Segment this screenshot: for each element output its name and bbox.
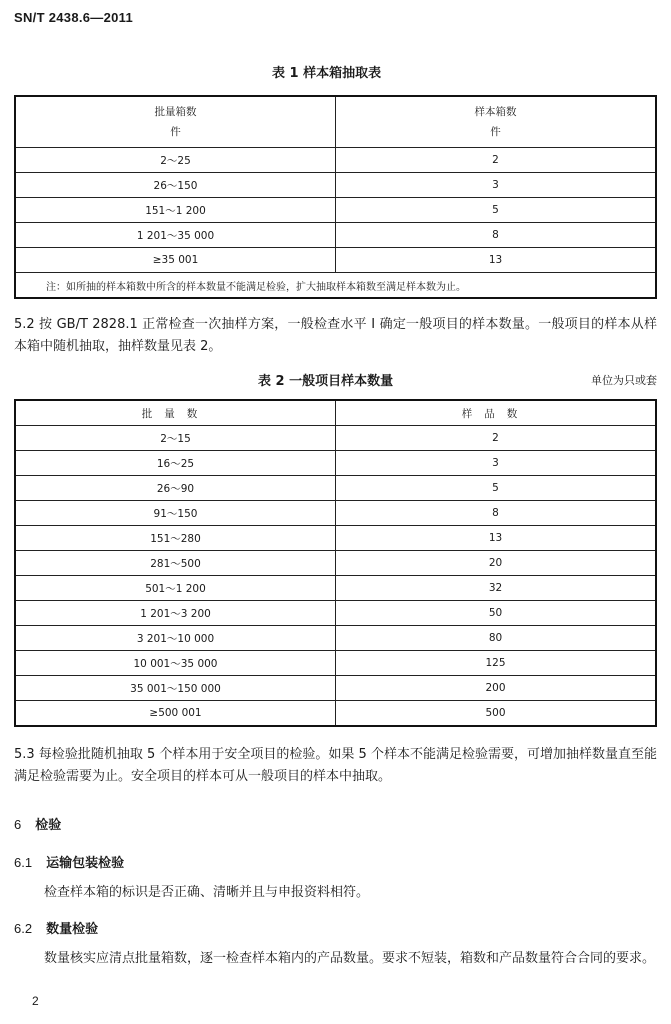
section-6-1-heading [14, 852, 124, 871]
batch-cell: ≥500 001 [15, 701, 336, 727]
table-row [15, 626, 656, 651]
table-row [15, 651, 656, 676]
table2-header-row [15, 400, 656, 426]
sample-cell: 3 [336, 451, 657, 476]
batch-cell: ≥35 001 [15, 248, 336, 273]
batch-cell: 10 001～35 000 [15, 651, 336, 676]
table1-title: 表 1 样本箱抽取表 [272, 66, 382, 81]
table1-col1-line2: 件 [170, 126, 181, 138]
table1-col2-line2: 件 [490, 126, 501, 138]
sample-cell: 200 [336, 676, 657, 701]
table1-header-row [15, 96, 656, 148]
table1-col2-line1: 样本箱数 [474, 106, 517, 118]
table1-col1-line1: 批量箱数 [154, 106, 197, 118]
table-row [15, 198, 656, 223]
sample-cell: 8 [336, 223, 657, 248]
sample-cell: 2 [336, 148, 657, 173]
table2-title: 表 2 一般项目样本数量 [258, 374, 394, 389]
table-row [15, 501, 656, 526]
batch-cell: 16～25 [15, 451, 336, 476]
section-6-2-number: 6.2 [14, 921, 33, 936]
sample-cell: 20 [336, 551, 657, 576]
batch-cell: 1 201～3 200 [15, 601, 336, 626]
batch-cell: 501～1 200 [15, 576, 336, 601]
batch-cell: 2～25 [15, 148, 336, 173]
table-row [15, 426, 656, 451]
table-row [15, 223, 656, 248]
table2-col-batch-header: 批量数 [15, 400, 336, 426]
sample-cell: 5 [336, 198, 657, 223]
table-row [15, 551, 656, 576]
table-row [15, 248, 656, 273]
batch-cell: 3 201～10 000 [15, 626, 336, 651]
sample-cell: 500 [336, 701, 657, 727]
table-row [15, 451, 656, 476]
section-6-2-paragraph: 数量核实应清点批量箱数，逐一检查样本箱内的产品数量。要求不短装，箱数和产品数量符合合同的要求。 [44, 951, 656, 966]
general-sample-table [14, 399, 657, 727]
table-row [15, 148, 656, 173]
section-6-1-title: 运输包装检验 [46, 856, 125, 871]
section-6-2-heading [14, 918, 98, 937]
sample-cell: 13 [336, 526, 657, 551]
table-row [15, 476, 656, 501]
table-row [15, 676, 656, 701]
batch-cell: 151～280 [15, 526, 336, 551]
section-5-3-paragraph: 5.3 每检验批随机抽取 5 个样本用于安全项目的检验。如果 5 个样本不能满足检验需要，可增加抽样数量直至能满足检验需要为止。安全项目的样本可从一般项目的样本中抽取。 [14, 747, 657, 784]
sample-cell: 32 [336, 576, 657, 601]
sample-cell: 50 [336, 601, 657, 626]
batch-cell: 151～1 200 [15, 198, 336, 223]
section-6-2-title: 数量检验 [46, 922, 99, 937]
table2-unit-label: 单位为只或套 [591, 374, 657, 387]
batch-cell: 281～500 [15, 551, 336, 576]
section-6-heading [14, 814, 61, 833]
batch-cell: 1 201～35 000 [15, 223, 336, 248]
batch-cell: 35 001～150 000 [15, 676, 336, 701]
document-code: SN/T 2438.6—2011 [14, 10, 133, 25]
sample-cell: 125 [336, 651, 657, 676]
sample-cell: 80 [336, 626, 657, 651]
page-number: 2 [32, 994, 39, 1008]
sample-cell: 5 [336, 476, 657, 501]
section-6-1-number: 6.1 [14, 855, 33, 870]
batch-cell: 26～150 [15, 173, 336, 198]
batch-cell: 26～90 [15, 476, 336, 501]
table-row [15, 576, 656, 601]
batch-cell: 91～150 [15, 501, 336, 526]
table-row [15, 601, 656, 626]
table1-note-row [15, 273, 656, 299]
section-6-title: 检验 [35, 818, 62, 833]
table2-col-sample-header: 样品数 [336, 400, 657, 426]
sample-cell: 13 [336, 248, 657, 273]
table1-note: 注：如所抽的样本箱数中所含的样本数量不能满足检验，扩大抽取样本箱数至满足样本数为止。 [15, 273, 656, 299]
table1-col-batch-header [15, 96, 336, 148]
sample-cell: 2 [336, 426, 657, 451]
sample-cell: 8 [336, 501, 657, 526]
section-5-2-paragraph: 5.2 按 GB/T 2828.1 正常检查一次抽样方案，一般检查水平 Ⅰ 确定一般项目的样本数量。一般项目的样本从样本箱中随机抽取，抽样数量见表 2。 [14, 317, 657, 354]
table-row [15, 526, 656, 551]
table-row [15, 173, 656, 198]
section-6-1-paragraph: 检查样本箱的标识是否正确、清晰并且与申报资料相符。 [44, 885, 370, 900]
table1-col-sample-header [336, 96, 657, 148]
sample-box-table [14, 95, 657, 299]
sample-cell: 3 [336, 173, 657, 198]
table-row [15, 701, 656, 727]
section-6-number: 6 [14, 817, 22, 832]
batch-cell: 2～15 [15, 426, 336, 451]
